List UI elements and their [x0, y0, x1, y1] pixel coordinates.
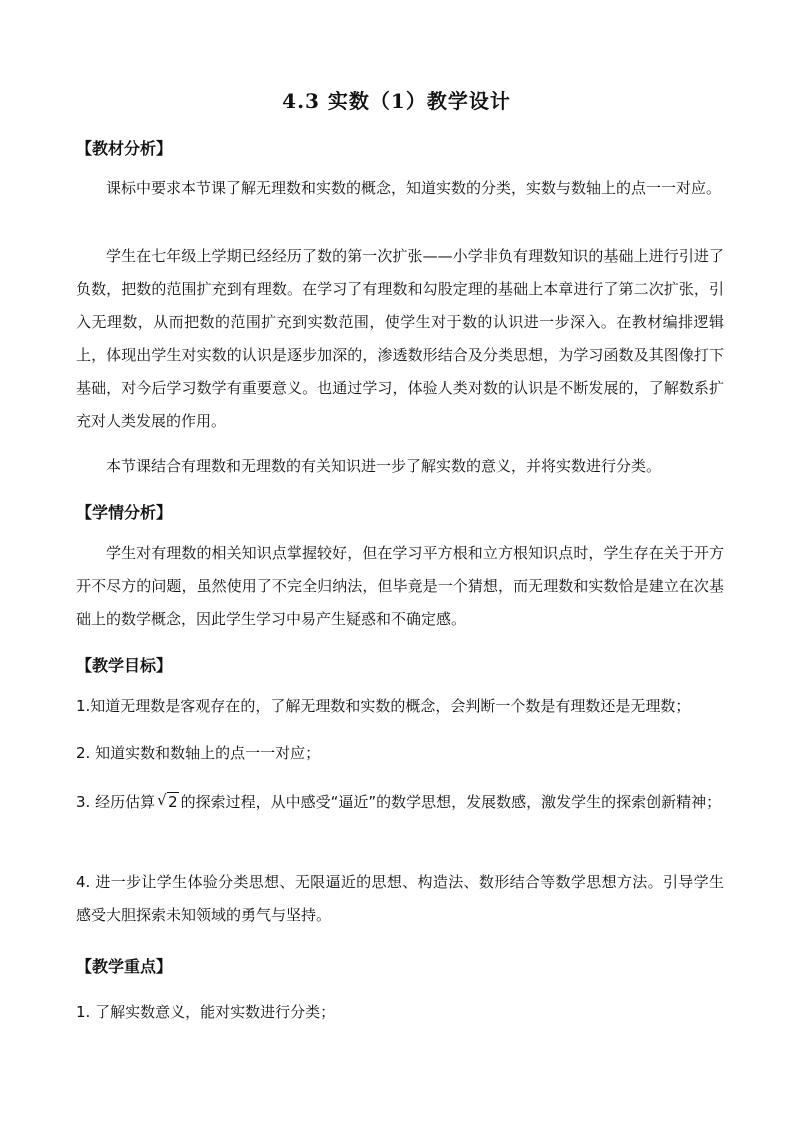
objective-item-2: 2. 知道实数和数轴上的点一一对应； — [76, 744, 321, 762]
section-heading-objectives: 【教学目标】 — [76, 656, 173, 675]
page-title: 4.3 实数（1）教学设计 — [282, 89, 511, 113]
objective-item-3-prefix: 3. 经历估算 — [76, 793, 156, 811]
paragraph-material-2: 学生在七年级上学期已经经历了数的第一次扩张——小学非负有理数知识的基础上进行引进了负数，把数的范围扩充到有理数。在学习了有理数和勾股定理的基础上本章进行了第二次扩张，引入无理数，从而把数的范围扩充到实数范围，使学生对于数的认识进一步深入。在教材编排逻辑上，体现出学生对实数的认识是逐步加深的，渗透数形结合及分类思想，为学习函数及其图像打下基础，对今后学习数学有重要意义。也通过学习，体验人类对数的认识是不断发展的，了解数系扩充对人类发展的作用。 — [76, 247, 724, 430]
objective-item-4: 4. 进一步让学生体验分类思想、无限逼近的思想、构造法、数形结合等数学思想方法。引导学生感受大胆探索未知领域的勇气与坚持。 — [76, 873, 724, 924]
section-heading-material-analysis: 【教材分析】 — [76, 139, 173, 158]
section-heading-key-points: 【教学重点】 — [76, 957, 173, 976]
objective-item-3 — [76, 786, 724, 819]
key-point-item-1: 1. 了解实数意义，能对实数进行分类； — [76, 1003, 336, 1021]
paragraph-material-3: 本节课结合有理数和无理数的有关知识进一步了解实数的意义，并将实数进行分类。 — [106, 457, 662, 475]
sqrt-two-formula — [157, 786, 179, 819]
sqrt-symbol: √ — [157, 791, 167, 809]
paragraph-student-1: 学生对有理数的相关知识点掌握较好，但在学习平方根和立方根知识点时，学生存在关于开方开不尽方的问题，虽然使用了不完全归纳法，但毕竟是一个猜想，而无理数和实数恰是建立在次基础上的数学概念，因此学生学习中易产生疑惑和不确定感。 — [76, 544, 724, 628]
paragraph-material-1: 课标中要求本节课了解无理数和实数的概念，知道实数的分类，实数与数轴上的点一一对应。 — [106, 179, 722, 197]
sqrt-radicand: 2 — [168, 793, 178, 811]
objective-item-3-suffix: 的探索过程，从中感受“逼近”的数学思想，发展数感，激发学生的探索创新精神； — [180, 793, 722, 811]
section-heading-student-analysis: 【学情分析】 — [76, 503, 173, 522]
objective-item-1: 1.知道无理数是客观存在的，了解无理数和实数的概念，会判断一个数是有理数还是无理数； — [76, 697, 691, 715]
